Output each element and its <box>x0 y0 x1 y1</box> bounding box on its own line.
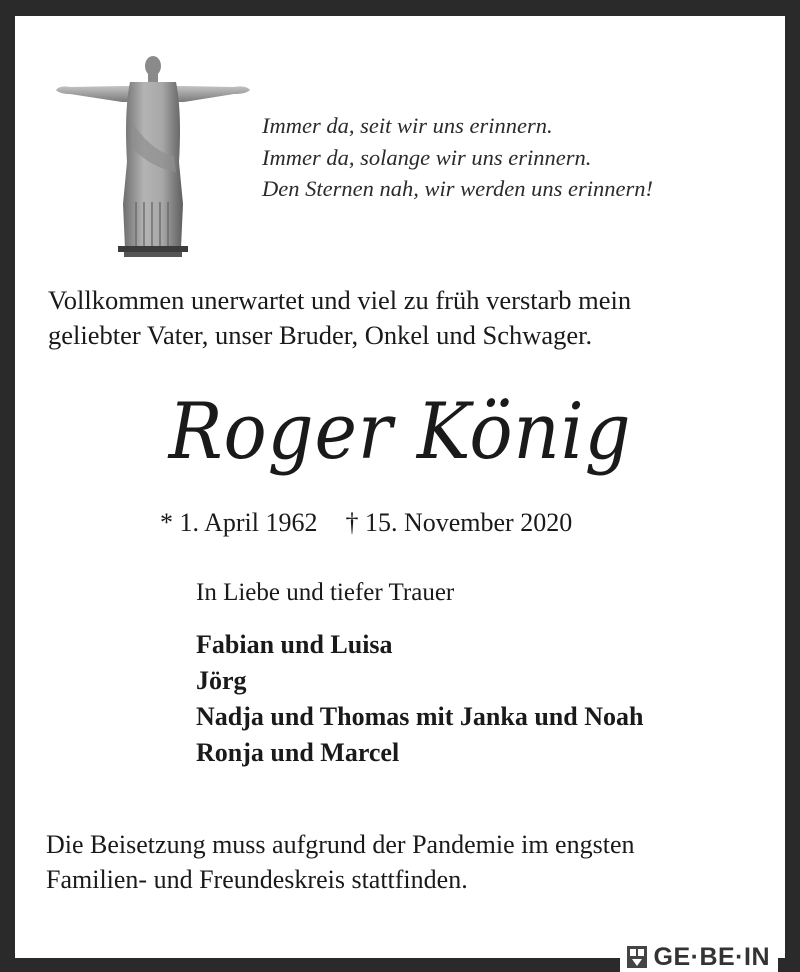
birth-date: * 1. April 1962 <box>160 508 318 537</box>
gebein-logo-icon <box>626 945 648 969</box>
poem-line-2: Immer da, solange wir uns erinnern. <box>262 144 592 170</box>
family-member: Jörg <box>196 666 247 695</box>
christ-statue-icon <box>52 52 254 260</box>
notice-line-2: Familien- und Freundeskreis stattfinden. <box>46 865 468 894</box>
gebein-logo <box>620 942 779 972</box>
christ-the-redeemer-image <box>52 52 254 260</box>
deceased-name: Roger König <box>168 387 632 477</box>
family-member: Nadja und Thomas mit Janka und Noah <box>196 702 644 731</box>
poem-line-1: Immer da, seit wir uns erinnern. <box>262 113 553 138</box>
family-list <box>196 627 643 771</box>
family-member: Fabian und Luisa <box>196 630 393 659</box>
life-dates <box>160 506 572 540</box>
poem-line-3: Den Sternen nah, wir werden uns erinnern! <box>262 176 653 201</box>
memorial-poem <box>262 110 653 205</box>
intro-line-2: geliebter Vater, unser Bruder, Onkel und Schwager. <box>48 320 593 350</box>
family-member: Ronja und Marcel <box>196 738 400 767</box>
intro-text <box>48 283 631 353</box>
funeral-notice <box>46 827 634 897</box>
intro-line-1: Vollkommen unerwartet und viel zu früh verstarb mein <box>48 285 632 315</box>
mourning-line: In Liebe und tiefer Trauer <box>196 579 455 606</box>
logo-text: GE·BE·IN <box>653 942 770 971</box>
death-date: † 15. November 2020 <box>345 508 573 537</box>
notice-line-1: Die Beisetzung muss aufgrund der Pandemie im engsten <box>46 830 635 859</box>
